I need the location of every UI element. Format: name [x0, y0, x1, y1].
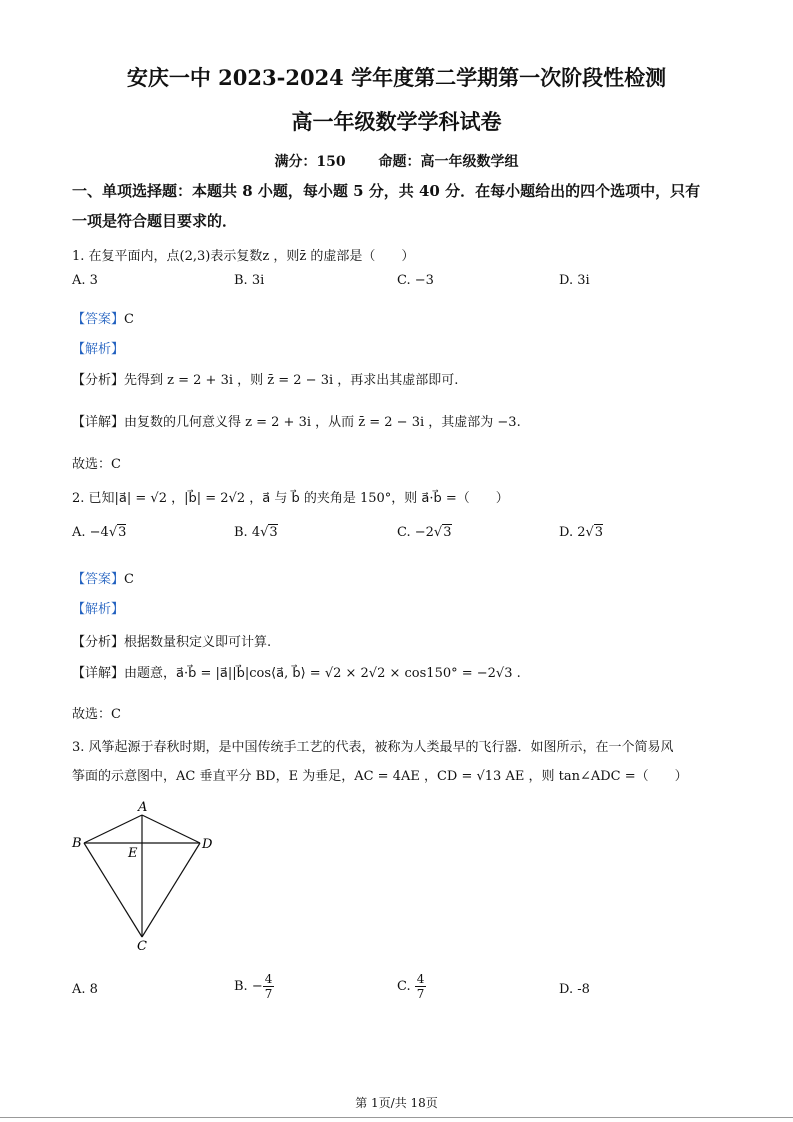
kite-diagram	[70, 795, 220, 955]
q2-fenxi	[72, 631, 271, 650]
q2-xiangjie	[72, 662, 521, 681]
vertex-b-label: B	[72, 836, 82, 851]
xiangjie-tag: 【详解】	[72, 666, 125, 681]
q3-option-d: D. -8	[559, 982, 590, 997]
vertex-e-label: E	[128, 846, 138, 861]
q1-option-a: A. 3	[72, 273, 98, 288]
vertex-c-label: C	[137, 939, 147, 954]
q3-option-b: B. − $\frac{4}{7}$	[234, 972, 273, 1001]
fenxi-tag: 【分析】	[72, 373, 125, 388]
q2-option-b: B. 4√3	[234, 525, 278, 540]
exam-title: 安庆一中 2023-2024 学年度第二学期第一次阶段性检测	[126, 65, 667, 90]
q2-answer	[72, 568, 134, 587]
q1-option-b: B. 3i	[234, 273, 265, 288]
q3-stem-line1: 3. 风筝起源于春秋时期，是中国传统手工艺的代表，被称为人类最早的飞行器．如图所示，在一个简易风	[72, 740, 674, 755]
fraction: $\frac{4}{7}$	[264, 972, 273, 1001]
full-score: 满分：150	[274, 154, 346, 170]
page-footer: 第 1页/共 18页	[355, 1096, 438, 1110]
answer-tag: 【答案】	[72, 312, 125, 327]
author: 命题：高一年级数学组	[378, 154, 519, 170]
q1-option-c: C. −3	[397, 273, 434, 288]
vertex-a-label: A	[138, 800, 148, 815]
fenxi-text: 先得到 z = 2 + 3i ，则 z̄ = 2 − 3i ，再求出其虚部即可.	[124, 373, 459, 388]
answer-value: C	[124, 572, 134, 587]
q3-stem-line2: 筝面的示意图中，AC 垂直平分 BD，E 为垂足，AC = 4AE ，CD = √13 AE ，则 tan∠ADC =（ ）	[72, 769, 688, 784]
answer-value: C	[124, 312, 134, 327]
xiangjie-text: 由复数的几何意义得 z = 2 + 3i ，从而 z̄ = 2 − 3i ，其虚部为 −3.	[124, 415, 521, 430]
fenxi-text: 根据数量积定义即可计算.	[124, 635, 272, 650]
vertex-d-label: D	[202, 837, 213, 852]
xiangjie-tag: 【详解】	[72, 415, 125, 430]
footer-divider	[0, 1117, 793, 1118]
q1-analysis-tag: 【解析】	[72, 342, 125, 357]
q3-option-a: A. 8	[72, 982, 98, 997]
q2-option-d: D. 2√3	[559, 525, 604, 540]
q2-stem: 2. 已知|a⃗| = √2 ，|b⃗| = 2√2 ，a⃗ 与 b⃗ 的夹角是 150°，则 a⃗·b⃗ =（ ）	[72, 491, 509, 506]
q1-fenxi	[72, 369, 458, 388]
fraction: $\frac{4}{7}$	[416, 972, 425, 1001]
q2-analysis-tag: 【解析】	[72, 602, 125, 617]
exam-meta	[0, 151, 793, 171]
answer-tag: 【答案】	[72, 572, 125, 587]
q1-answer	[72, 308, 134, 327]
q1-xiangjie	[72, 411, 521, 430]
q1-conclusion: 故选：C	[72, 457, 121, 472]
q1-stem: 1. 在复平面内，点(2,3)表示复数z ，则z̄ 的虚部是（ ）	[72, 249, 415, 264]
fenxi-tag: 【分析】	[72, 635, 125, 650]
q2-conclusion: 故选：C	[72, 707, 121, 722]
q3-option-c: C. $\frac{4}{7}$	[397, 972, 425, 1001]
q1-option-d: D. 3i	[559, 273, 590, 288]
section-heading-line1: 一、单项选择题：本题共 8 小题，每小题 5 分，共 40 分．在每小题给出的四个选项中，只有	[72, 182, 701, 200]
q2-option-a: A. −4√3	[72, 525, 127, 540]
exam-subtitle: 高一年级数学学科试卷	[291, 109, 502, 134]
xiangjie-text: 由题意，a⃗·b⃗ = |a⃗||b⃗|cos⟨a⃗, b⃗⟩ = √2 × 2√2 × cos150° = −2√3 .	[124, 666, 521, 681]
q2-option-c: C. −2√3	[397, 525, 452, 540]
section-heading-line2: 一项是符合题目要求的．	[72, 212, 238, 230]
